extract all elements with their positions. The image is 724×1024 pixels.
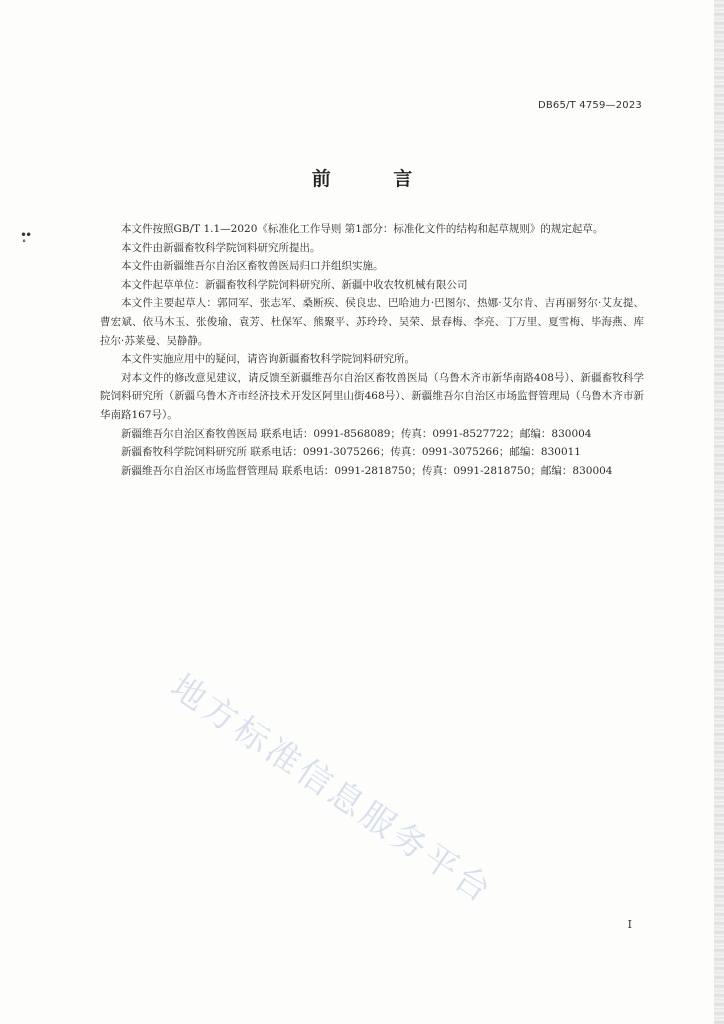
contact-line: 新疆畜牧科学院饲料研究所 联系电话：0991-3075266；传真：0991-3075266；邮编：830011: [121, 446, 581, 459]
page-title: 前 言: [311, 168, 441, 190]
contact-line: 新疆维吾尔自治区市场监督管理局 联系电话：0991-2818750；传真：0991-2818750；邮编：830004: [121, 464, 613, 477]
watermark: 地方标准信息服务平台: [163, 666, 501, 913]
paragraph-feedback: 对本文件的修改意见建议，请反馈至新疆维吾尔自治区畜牧兽医局（乌鲁木齐市新华南路408号）、新疆畜牧科学院饲料研究所（新疆乌鲁木齐市经济技术开发区阿里山街468号）、新疆维吾尔自治区市场监督管理局（乌鲁木齐市新华南路167号）。: [100, 371, 644, 421]
paragraph-inquiries: 本文件实施应用中的疑问，请咨询新疆畜牧科学院饲料研究所。: [121, 353, 415, 366]
contact-line: 新疆维吾尔自治区畜牧兽医局 联系电话：0991-8568089；传真：0991-8527722；邮编：830004: [121, 427, 592, 440]
paragraph-proposer: 本文件由新疆畜牧科学院饲料研究所提出。: [121, 241, 321, 254]
document-code: DB65/T 4759—2023: [537, 100, 642, 111]
paragraph-administrator: 本文件由新疆维吾尔自治区畜牧兽医局归口并组织实施。: [121, 260, 384, 273]
scan-edge-artifact: [714, 0, 724, 1024]
paragraph-drafting-units: 本文件起草单位：新疆畜牧科学院饲料研究所、新疆中收农牧机械有限公司: [121, 278, 468, 291]
page-number: I: [627, 918, 632, 931]
scan-mark: •̥•: [20, 228, 31, 242]
paragraph-drafting-rules: 本文件按照GB/T 1.1—2020《标准化工作导则 第1部分：标准化文件的结构和起草规则》的规定起草。: [121, 223, 604, 235]
paragraph-drafters: 本文件主要起草人：郭同军、张志军、桑断疾、侯良忠、巴哈迪力·巴图尔、热娜·艾尔肯、吉再丽努尔·艾友提、曹宏斌、依马木玉、张俊瑜、袁芳、杜保军、熊聚平、苏玲玲、吴荣、景春梅、李亮、丁万里、夏雪梅、毕海燕、库拉尔·苏莱曼、吴静静。: [100, 297, 644, 347]
foreword-body: [100, 220, 644, 480]
